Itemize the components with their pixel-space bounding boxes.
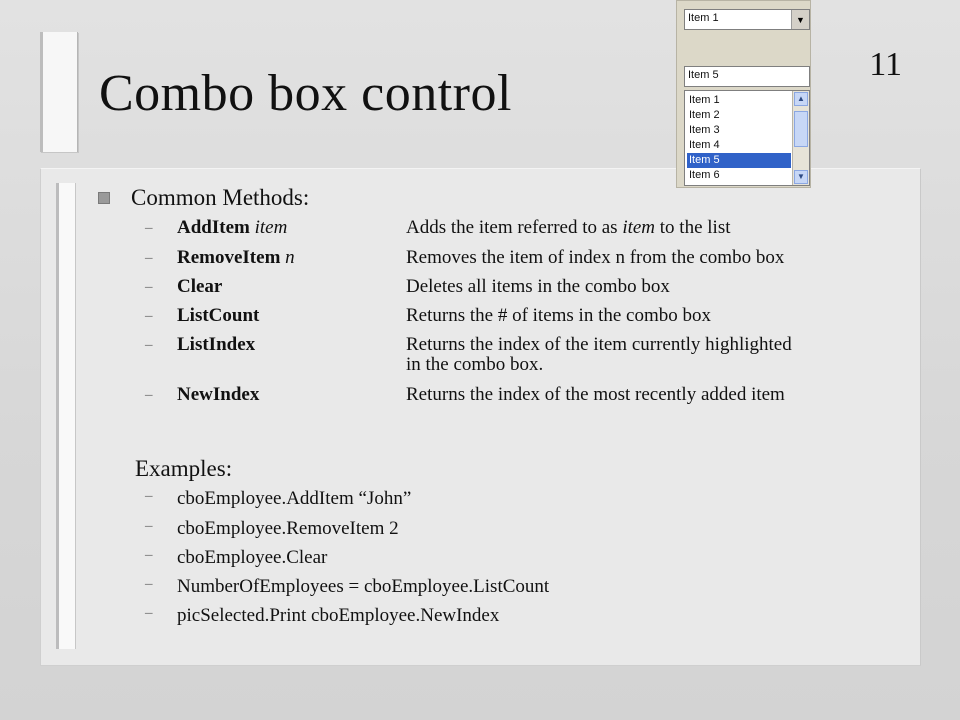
dash-bullet: – [145, 387, 153, 403]
chevron-down-icon[interactable]: ▼ [791, 10, 809, 29]
example-item [145, 488, 411, 510]
method-description: Removes the item of index n from the combo box [406, 247, 785, 268]
chevron-up-icon[interactable]: ▲ [794, 92, 808, 106]
dropdown-value: Item 1 [688, 12, 719, 24]
method-row-removeitem [145, 248, 906, 268]
list-item[interactable]: Item 1 [689, 94, 720, 106]
method-description: Returns the index of the most recently added item [406, 384, 785, 405]
example-code: cboEmployee.RemoveItem 2 [177, 518, 399, 539]
example-item [145, 547, 327, 569]
dash-bullet: – [145, 547, 153, 563]
example-item [145, 518, 399, 540]
bullet-square-icon [98, 192, 110, 204]
dash-bullet: – [145, 518, 153, 534]
method-row-listcount [145, 306, 906, 326]
method-row-listindex [145, 335, 806, 375]
method-description: Returns the # of items in the combo box [406, 305, 712, 326]
slide-title: Combo box control [99, 65, 512, 122]
scrollbar-thumb[interactable] [794, 111, 808, 147]
dropdown-combo[interactable] [684, 9, 810, 30]
method-row-clear [145, 277, 906, 297]
combo-text-value: Item 5 [688, 69, 719, 81]
combo-text-field[interactable] [684, 66, 810, 87]
method-name: RemoveItem n [177, 247, 295, 268]
list-item-selected[interactable]: Item 5 [687, 153, 791, 168]
methods-heading-text: Common Methods: [131, 185, 310, 210]
method-name: AddItem item [177, 217, 288, 238]
example-code: cboEmployee.Clear [177, 547, 328, 568]
method-name: Clear [177, 276, 223, 297]
dash-bullet: – [145, 279, 153, 295]
example-code: cboEmployee.AddItem “John” [177, 488, 412, 509]
dash-bullet: – [145, 250, 153, 266]
listbox-scrollbar[interactable] [792, 91, 809, 185]
method-description: Returns the index of the item currently highlighted in the combo box. [406, 334, 792, 375]
examples-heading: Examples: [135, 456, 233, 481]
decorative-bar-top [40, 32, 78, 152]
example-item [145, 576, 549, 598]
dash-bullet: – [145, 605, 153, 621]
example-code: picSelected.Print cboEmployee.NewIndex [177, 605, 500, 626]
list-item[interactable]: Item 4 [689, 139, 720, 151]
chevron-down-icon[interactable]: ▼ [794, 170, 808, 184]
dash-bullet: – [145, 488, 153, 504]
combo-box-illustration [676, 0, 811, 188]
example-item [145, 605, 499, 627]
dash-bullet: – [145, 576, 153, 592]
method-row-additem [145, 218, 906, 238]
list-item[interactable]: Item 2 [689, 109, 720, 121]
decorative-bar-left [56, 183, 76, 649]
method-row-newindex [145, 385, 906, 405]
dash-bullet: – [145, 308, 153, 324]
slide-number: 11 [869, 46, 902, 83]
example-code: NumberOfEmployees = cboEmployee.ListCount [177, 576, 550, 597]
method-name: NewIndex [177, 384, 260, 405]
list-item[interactable]: Item 6 [689, 169, 720, 181]
methods-heading [98, 185, 309, 211]
dash-bullet: – [145, 220, 153, 236]
dash-bullet: – [145, 337, 153, 353]
method-name: ListIndex [177, 334, 256, 355]
list-item[interactable]: Item 3 [689, 124, 720, 136]
method-description: Adds the item referred to as item to the list [406, 217, 731, 238]
method-name: ListCount [177, 305, 260, 326]
combo-listbox[interactable] [684, 90, 810, 186]
method-description: Deletes all items in the combo box [406, 276, 670, 297]
